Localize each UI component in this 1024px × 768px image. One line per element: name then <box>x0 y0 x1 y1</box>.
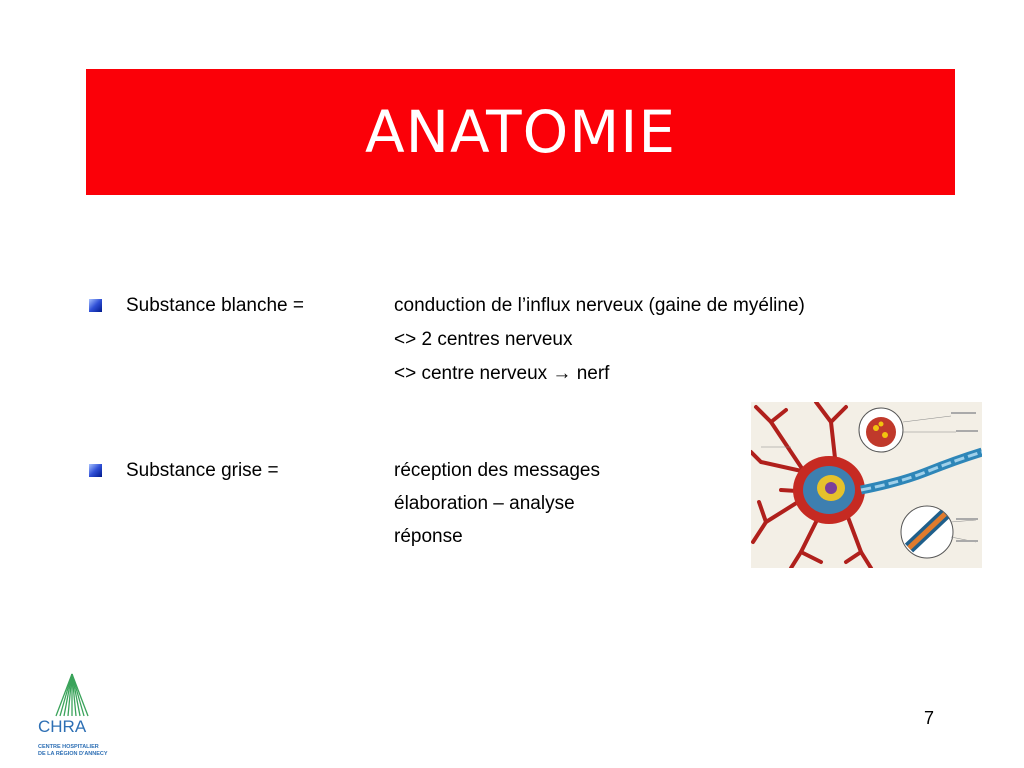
bullet-line: <> 2 centres nerveux <box>394 329 573 350</box>
slide-title: ANATOMIE <box>364 98 677 166</box>
bullet-square-icon <box>89 464 102 477</box>
logo-line1: CENTRE HOSPITALIER <box>38 744 99 750</box>
bullet-term: Substance grise = <box>126 460 279 481</box>
bullet-line: <> centre nerveux → nerf <box>394 363 610 384</box>
bullet-line: conduction de l’influx nerveux (gaine de myéline) <box>394 295 805 316</box>
logo-name: CHRA <box>38 717 87 736</box>
bullet-line: réponse <box>394 526 463 547</box>
title-banner <box>86 69 955 195</box>
bullet-line: élaboration – analyse <box>394 493 575 514</box>
bullet-square-icon <box>89 299 102 312</box>
bullet-line: réception des messages <box>394 460 600 481</box>
logo-line2: DE LA RÉGION D'ANNECY <box>38 751 108 757</box>
page-number: 7 <box>924 708 935 728</box>
bullet-term: Substance blanche = <box>126 295 304 316</box>
chra-logo <box>34 672 110 762</box>
neuron-illustration <box>751 402 982 568</box>
